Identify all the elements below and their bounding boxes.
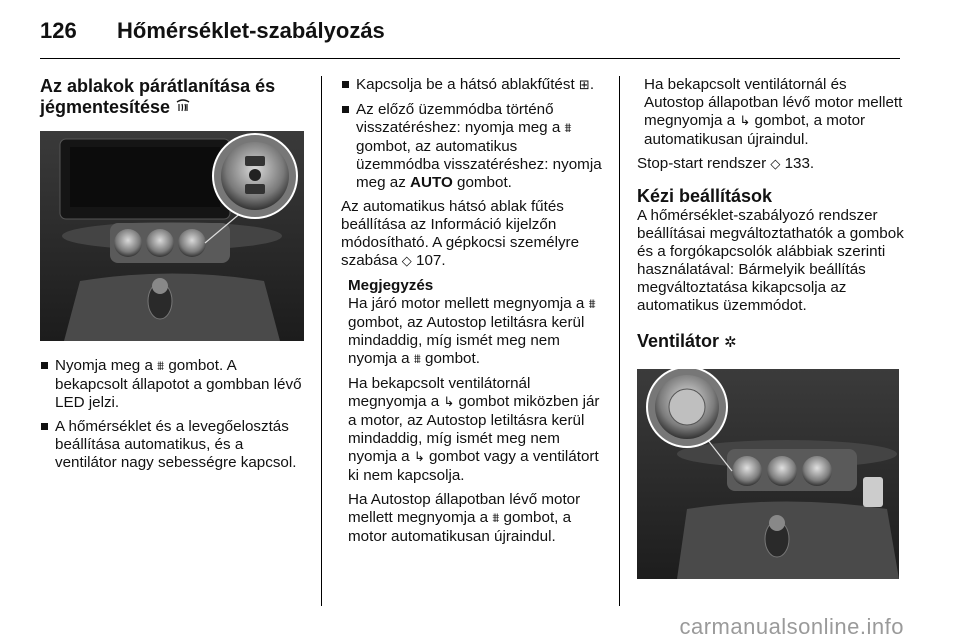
fan-icon: ✲ [724, 333, 737, 351]
paragraph: Az automatikus hátsó ablak fűtés beállítása az Információ kijelzőn módosítható. A gépkocsi személyre szabása ◇ 107. [341, 198, 580, 269]
column-2 [341, 76, 603, 552]
defrost-icon [175, 99, 191, 117]
watermark: carmanualsonline.info [679, 614, 904, 639]
section-heading-fan: Ventilátor ✲ [637, 331, 737, 351]
airflow-seat-icon: ↳ [443, 395, 455, 410]
rear-window-heating-icon: ⊞ [578, 78, 590, 93]
section-heading-defrost: Az ablakok párátlanítása és jégmentesítése [40, 76, 276, 117]
note-paragraph: Ha Autostop állapotban lévő motor mellett megnyomja a ⩩ gombot, a motor automatikusan újraindul. [348, 491, 581, 545]
photo-climate-control-defrost [40, 131, 304, 341]
column-divider [619, 76, 620, 606]
page-number: 126 [40, 18, 77, 43]
reference-arrow-icon: ◇ [401, 254, 412, 269]
list-item: Kapcsolja be a hátsó ablakfűtést ⊞. [341, 76, 603, 95]
note-paragraph: Ha bekapcsolt ventilátornál és Autostop állapotban lévő motor mellett megnyomja a ↳ gombot, a motor automatikusan újraindul. [644, 76, 903, 148]
paragraph: A hőmérséklet-szabályozó rendszer beállításai megváltoztathatók a gombok és a forgókapcsolók alábbiak szerinti használatával: Bármelyik beállítás megváltoztatása kikapcsolja az automatikus üzemmódot. [637, 207, 904, 314]
note-paragraph: Ha bekapcsolt ventilátornál megnyomja a ↳ gombot miközben jár a motor, az Autostop letiltásra kerül mindaddig, míg ismét meg nem nyomja a ↳ gombot vagy a ventilátort ki nem kapcsolja. [348, 375, 600, 484]
cross-reference: Stop-start rendszer ◇ 133. [637, 155, 815, 172]
column-3 [637, 76, 907, 579]
list-item: Nyomja meg a ⩩ gombot. A bekapcsolt állapotot a gombban lévő LED jelzi. [40, 357, 305, 412]
note-title: Megjegyzés [348, 277, 434, 294]
defrost-icon: ⩩ [492, 511, 500, 526]
reference-arrow-icon: ◇ [770, 157, 781, 172]
list-item: A hőmérséklet és a levegőelosztás beállítása automatikus, és a ventilátor nagy sebességre kapcsol. [40, 418, 305, 472]
column-divider [321, 76, 322, 606]
bullet-list [40, 357, 305, 472]
note-block [637, 76, 907, 149]
defrost-icon: ⩩ [157, 359, 165, 374]
list-item: Az előző üzemmódba történő visszatéréshez: nyomja meg a ⩩ gombot, az automatikus üzemmódba visszatéréshez: nyomja meg az AUTO gombot. [341, 101, 603, 192]
header-rule [40, 58, 900, 59]
defrost-icon: ⩩ [588, 297, 596, 312]
section-heading-manual: Kézi beállítások [637, 186, 773, 206]
page-title: Hőmérséklet-szabályozás [117, 18, 385, 43]
airflow-seat-icon: ↳ [413, 450, 425, 465]
defrost-icon: ⩩ [564, 121, 572, 136]
photo-climate-control-fan [637, 369, 899, 579]
note-paragraph: Ha járó motor mellett megnyomja a ⩩ gombot, az Autostop letiltásra kerül mindaddig, míg ismét meg nem nyomja a ⩩ gombot. [348, 295, 596, 367]
airflow-seat-icon: ↳ [739, 114, 751, 129]
column-1 [40, 76, 305, 478]
note-block [341, 277, 603, 546]
defrost-icon: ⩩ [413, 352, 421, 367]
